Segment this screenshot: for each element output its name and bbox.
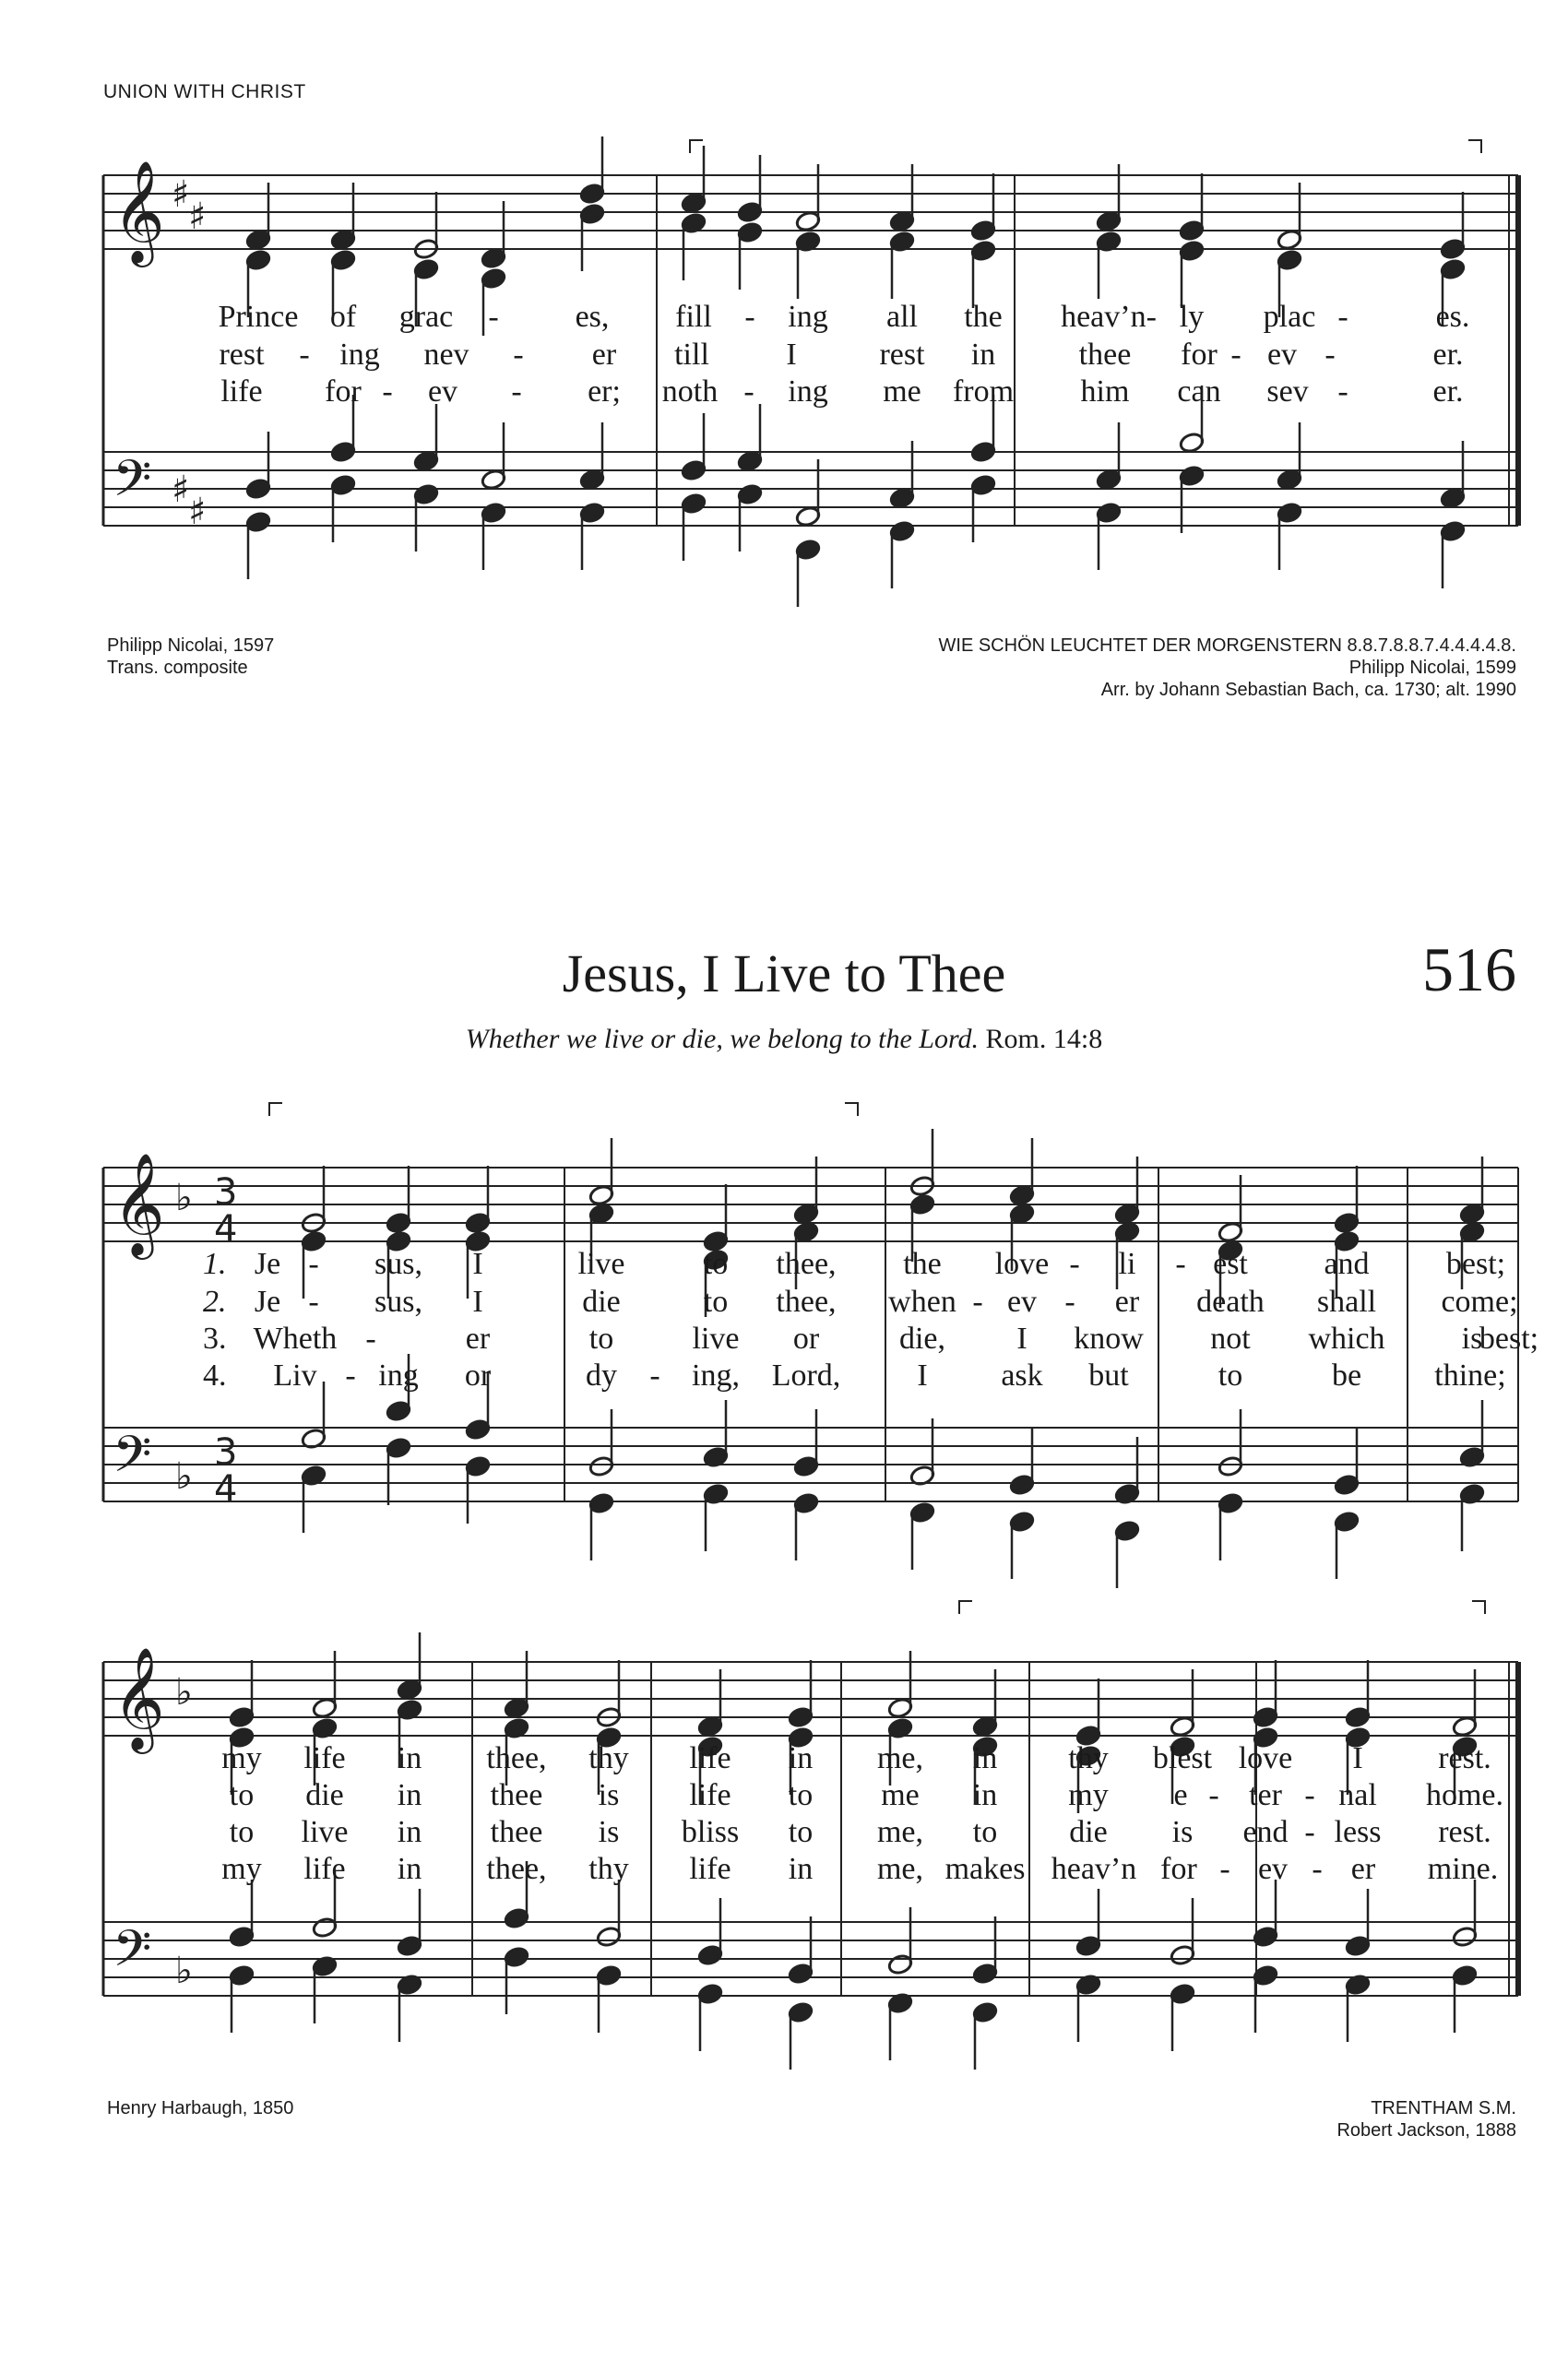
lyric-syllable: my	[1068, 1778, 1109, 1812]
lyric-line	[0, 1358, 1568, 1395]
lyric-syllable: heav’n-	[1061, 300, 1157, 334]
lyric-syllable: but	[1088, 1358, 1129, 1393]
bass-clef: 𝄢	[113, 1919, 152, 1990]
time-signature: 3	[214, 1431, 238, 1474]
lyric-syllable: es.	[1435, 300, 1470, 334]
bracket-close	[1472, 1601, 1485, 1614]
lyric-syllable: fill	[675, 300, 712, 334]
lyric-syllable: -	[299, 338, 310, 372]
verse-number: 3.	[203, 1322, 227, 1356]
lyric-syllable: to	[588, 1322, 614, 1356]
lyric-syllable: dy	[586, 1358, 617, 1393]
lyric-syllable: rest	[219, 338, 265, 372]
lyric-syllable: to	[229, 1815, 255, 1849]
verse-number: 4.	[203, 1358, 227, 1393]
hymn-number: 516	[1422, 934, 1516, 1004]
key-flat: ♭	[175, 1671, 193, 1714]
lyric-syllable: in	[397, 1778, 422, 1812]
lyric-syllable: ev	[1006, 1285, 1038, 1319]
lyric-syllable: -	[488, 300, 499, 334]
lyric-syllable: ev	[1257, 1852, 1289, 1886]
lyric-syllable: ing	[788, 374, 828, 409]
lyric-syllable: death	[1196, 1285, 1265, 1319]
lyric-line	[0, 338, 1568, 374]
lyric-syllable: thy	[588, 1852, 629, 1886]
section-label: UNION WITH CHRIST	[103, 81, 306, 102]
bass-clef: 𝄢	[113, 1425, 152, 1496]
lyric-syllable: my	[221, 1741, 262, 1775]
lyric-syllable: bliss	[681, 1815, 740, 1849]
lyric-syllable: I	[1016, 1322, 1028, 1356]
lyric-syllable: ing	[378, 1358, 419, 1393]
lyric-syllable: rest.	[1438, 1815, 1491, 1849]
treble-clef: 𝄞	[113, 1646, 165, 1750]
lyric-syllable: die,	[898, 1322, 946, 1356]
lyric-syllable: ask	[1001, 1358, 1043, 1393]
hymn-epigraph	[0, 1024, 1568, 1055]
time-signature: 3	[214, 1171, 238, 1214]
lyric-syllable: ing	[339, 338, 380, 372]
lyric-syllable: -	[1064, 1285, 1075, 1319]
lyric-syllable: live	[301, 1815, 349, 1849]
lyric-syllable: -	[1175, 1247, 1186, 1281]
lyric-line	[0, 1322, 1568, 1358]
hymn-tune-credits	[686, 2097, 1516, 2142]
lyric-syllable: plac	[1263, 300, 1316, 334]
epigraph-reference: Rom. 14:8	[985, 1024, 1103, 1054]
lyric-syllable: to	[703, 1285, 729, 1319]
lyric-syllable: thine;	[1434, 1358, 1506, 1393]
lyric-syllable: life	[303, 1741, 346, 1775]
lyric-syllable: -	[1337, 300, 1348, 334]
bracket-open	[269, 1103, 282, 1116]
lyric-syllable: best;	[1445, 1247, 1506, 1281]
lyric-syllable: -	[513, 338, 524, 372]
lyric-syllable: I	[1352, 1741, 1363, 1775]
lyric-syllable: ter	[1249, 1778, 1282, 1812]
lyric-syllable: which	[1308, 1322, 1385, 1356]
lyric-syllable: -	[382, 374, 393, 409]
lyric-syllable: home.	[1425, 1778, 1504, 1812]
lyric-syllable: ev	[1266, 338, 1298, 372]
lyric-syllable: thee,	[776, 1285, 837, 1319]
lyric-line	[0, 1852, 1568, 1889]
lyric-syllable: noth	[661, 374, 719, 409]
lyric-syllable: rest	[879, 338, 925, 372]
bracket-open	[959, 1601, 972, 1614]
lyric-syllable: er.	[1432, 374, 1464, 409]
key-sharp: ♯	[172, 469, 190, 511]
lyric-syllable: the	[903, 1247, 942, 1281]
lyric-syllable: in	[397, 1852, 422, 1886]
lyric-syllable: -	[308, 1285, 319, 1319]
lyric-syllable: -	[1312, 1852, 1323, 1886]
lyric-syllable: live	[577, 1247, 625, 1281]
lyric-syllable: thee	[490, 1815, 543, 1849]
time-signature: 4	[214, 1208, 238, 1251]
lyric-syllable: er;	[588, 374, 621, 409]
lyric-line	[0, 300, 1568, 337]
lyric-syllable: die	[305, 1778, 344, 1812]
lyric-syllable: the	[964, 300, 1003, 334]
lyric-syllable: -	[1324, 338, 1336, 372]
lyric-syllable: life	[303, 1852, 346, 1886]
tune-composer: Robert Jackson, 1888	[1336, 2120, 1516, 2141]
lyric-syllable: can	[1177, 374, 1221, 409]
lyric-syllable: nev	[423, 338, 469, 372]
lyric-syllable: ev	[427, 374, 458, 409]
lyric-syllable: know	[1074, 1322, 1144, 1356]
lyric-syllable: live	[692, 1322, 740, 1356]
lyric-syllable: thee,	[486, 1741, 547, 1775]
lyric-syllable: best;	[1479, 1322, 1539, 1356]
lyric-syllable: for	[1160, 1852, 1197, 1886]
lyric-syllable: I	[786, 338, 797, 372]
lyric-syllable: to	[229, 1778, 255, 1812]
lyric-syllable: thee	[490, 1778, 543, 1812]
lyric-syllable: to	[788, 1815, 814, 1849]
lyric-syllable: sus,	[374, 1285, 422, 1319]
top-hymn-text-credits	[107, 635, 274, 679]
lyric-syllable: thee	[1078, 338, 1132, 372]
lyric-line	[0, 374, 1568, 411]
lyric-syllable: in	[972, 1741, 998, 1775]
lyric-syllable: Lord,	[771, 1358, 841, 1393]
lyric-syllable: of	[329, 300, 357, 334]
lyric-syllable: mine.	[1427, 1852, 1499, 1886]
lyric-syllable: in	[788, 1741, 814, 1775]
lyric-syllable: love	[1238, 1741, 1293, 1775]
key-sharp: ♯	[172, 173, 190, 216]
bracket-open	[690, 140, 703, 153]
lyric-syllable: -	[1208, 1778, 1219, 1812]
lyric-syllable: life	[220, 374, 263, 409]
lyric-syllable: in	[397, 1741, 422, 1775]
lyric-syllable: life	[689, 1741, 731, 1775]
lyric-syllable: life	[689, 1852, 731, 1886]
lyric-syllable: est	[1213, 1247, 1248, 1281]
lyric-syllable: thy	[1068, 1741, 1109, 1775]
text-credit-translator: Trans. composite	[107, 658, 248, 678]
lyric-syllable: grac	[398, 300, 454, 334]
lyric-syllable: -	[743, 374, 754, 409]
lyric-syllable: -	[1219, 1852, 1230, 1886]
lyric-syllable: I	[472, 1247, 483, 1281]
verse-number: 2.	[203, 1285, 227, 1319]
lyric-syllable: or	[792, 1322, 820, 1356]
lyric-line	[0, 1815, 1568, 1852]
lyric-syllable: to	[972, 1815, 998, 1849]
lyric-syllable: is	[598, 1778, 620, 1812]
lyric-syllable: rest.	[1438, 1741, 1491, 1775]
lyric-syllable: to	[788, 1778, 814, 1812]
time-signature: 4	[214, 1468, 238, 1511]
lyric-syllable: -	[1230, 338, 1241, 372]
lyric-syllable: Liv	[273, 1358, 317, 1393]
lyric-syllable: is	[598, 1815, 620, 1849]
lyric-syllable: thee,	[776, 1247, 837, 1281]
lyric-syllable: my	[221, 1852, 262, 1886]
lyric-line	[0, 1741, 1568, 1778]
lyric-syllable: me,	[876, 1815, 924, 1849]
lyric-syllable: die	[1069, 1815, 1108, 1849]
lyric-syllable: li	[1118, 1247, 1136, 1281]
lyric-syllable: -	[1069, 1247, 1080, 1281]
lyric-syllable: ing,	[692, 1358, 740, 1393]
key-sharp: ♯	[188, 491, 207, 533]
key-flat: ♭	[175, 1950, 193, 1992]
lyric-syllable: -	[511, 374, 522, 409]
lyric-syllable: love	[994, 1247, 1050, 1281]
lyric-syllable: in	[970, 338, 996, 372]
lyric-syllable: be	[1331, 1358, 1362, 1393]
lyric-syllable: is	[1171, 1815, 1194, 1849]
treble-clef: 𝄞	[113, 160, 165, 263]
key-sharp: ♯	[188, 196, 207, 238]
bracket-close	[1468, 140, 1481, 153]
lyric-syllable: Prince	[218, 300, 299, 334]
lyric-syllable: less	[1334, 1815, 1382, 1849]
lyric-syllable: or	[464, 1358, 492, 1393]
lyric-syllable: till	[674, 338, 709, 372]
lyric-syllable: end	[1242, 1815, 1289, 1849]
lyric-syllable: sev	[1266, 374, 1309, 409]
lyric-syllable: is	[1461, 1322, 1483, 1356]
text-credit-author: Philipp Nicolai, 1597	[107, 635, 275, 656]
lyric-syllable: when	[888, 1285, 956, 1319]
lyric-syllable: shall	[1316, 1285, 1377, 1319]
lyric-line	[0, 1285, 1568, 1322]
lyric-syllable: to	[1218, 1358, 1243, 1393]
tune-composer: Philipp Nicolai, 1599	[1348, 658, 1516, 678]
lyric-syllable: come;	[1441, 1285, 1518, 1319]
lyric-syllable: blest	[1152, 1741, 1213, 1775]
lyric-syllable: nal	[1338, 1778, 1377, 1812]
lyric-syllable: Je	[254, 1285, 281, 1319]
lyric-syllable: I	[472, 1285, 483, 1319]
lyric-syllable: to	[703, 1247, 729, 1281]
lyric-syllable: sus,	[374, 1247, 422, 1281]
lyric-syllable: in	[972, 1778, 998, 1812]
lyric-syllable: er	[1350, 1852, 1376, 1886]
lyric-syllable: -	[345, 1358, 356, 1393]
text-credit-author: Henry Harbaugh, 1850	[107, 2098, 294, 2118]
lyric-syllable: life	[689, 1778, 731, 1812]
lyric-syllable: Wheth	[253, 1322, 338, 1356]
lyric-syllable: all	[886, 300, 918, 334]
tune-name-meter: TRENTHAM S.M.	[1371, 2098, 1516, 2118]
lyric-syllable: thy	[588, 1741, 629, 1775]
lyric-syllable: makes	[944, 1852, 1026, 1886]
key-flat: ♭	[175, 1455, 193, 1498]
treble-clef: 𝄞	[113, 1152, 165, 1255]
lyric-syllable: -	[365, 1322, 376, 1356]
lyric-syllable: me	[883, 374, 921, 409]
verse-number: 1.	[203, 1247, 227, 1281]
lyric-syllable: -	[972, 1285, 983, 1319]
lyric-line	[0, 1778, 1568, 1815]
lyric-syllable: for	[1181, 338, 1218, 372]
lyric-syllable: thee,	[486, 1852, 547, 1886]
lyric-syllable: for	[325, 374, 362, 409]
epigraph-text: Whether we live or die, we belong to the Lord.	[465, 1024, 980, 1054]
lyric-syllable: er	[1114, 1285, 1140, 1319]
lyric-syllable: er	[591, 338, 617, 372]
lyric-syllable: -	[649, 1358, 660, 1393]
lyric-line	[0, 1247, 1568, 1284]
lyric-syllable: die	[582, 1285, 621, 1319]
hymn-text-credits	[107, 2097, 293, 2119]
lyric-syllable: from	[952, 374, 1015, 409]
lyric-syllable: me	[881, 1778, 920, 1812]
lyric-syllable: -	[1337, 374, 1348, 409]
tune-arranger: Arr. by Johann Sebastian Bach, ca. 1730; alt. 1990	[1100, 680, 1516, 700]
lyric-syllable: ing	[788, 300, 828, 334]
lyric-syllable: in	[397, 1815, 422, 1849]
lyric-syllable: and	[1324, 1247, 1370, 1281]
lyric-syllable: es,	[575, 300, 610, 334]
lyric-syllable: heav’n	[1051, 1852, 1137, 1886]
lyric-syllable: er	[465, 1322, 491, 1356]
lyric-syllable: -	[744, 300, 755, 334]
lyric-syllable: er.	[1432, 338, 1464, 372]
lyric-syllable: e	[1173, 1778, 1188, 1812]
lyric-syllable: me,	[876, 1741, 924, 1775]
lyric-syllable: him	[1080, 374, 1130, 409]
lyric-syllable: me,	[876, 1852, 924, 1886]
lyric-syllable: -	[308, 1247, 319, 1281]
hymn-title: Jesus, I Live to Thee	[562, 943, 1006, 1003]
tune-name-meter: WIE SCHÖN LEUCHTET DER MORGENSTERN 8.8.7.8.8.7.4.4.4.4.8.	[938, 635, 1516, 656]
key-flat: ♭	[175, 1177, 193, 1219]
lyric-syllable: in	[788, 1852, 814, 1886]
lyric-syllable: Je	[254, 1247, 281, 1281]
top-hymn-tune-credits	[686, 635, 1516, 701]
bracket-close	[845, 1103, 858, 1116]
lyric-syllable: -	[1304, 1815, 1315, 1849]
lyric-syllable: I	[917, 1358, 928, 1393]
lyric-syllable: not	[1210, 1322, 1251, 1356]
lyric-syllable: -	[1304, 1778, 1315, 1812]
lyric-syllable: ly	[1179, 300, 1205, 334]
bass-clef: 𝄢	[113, 449, 152, 520]
